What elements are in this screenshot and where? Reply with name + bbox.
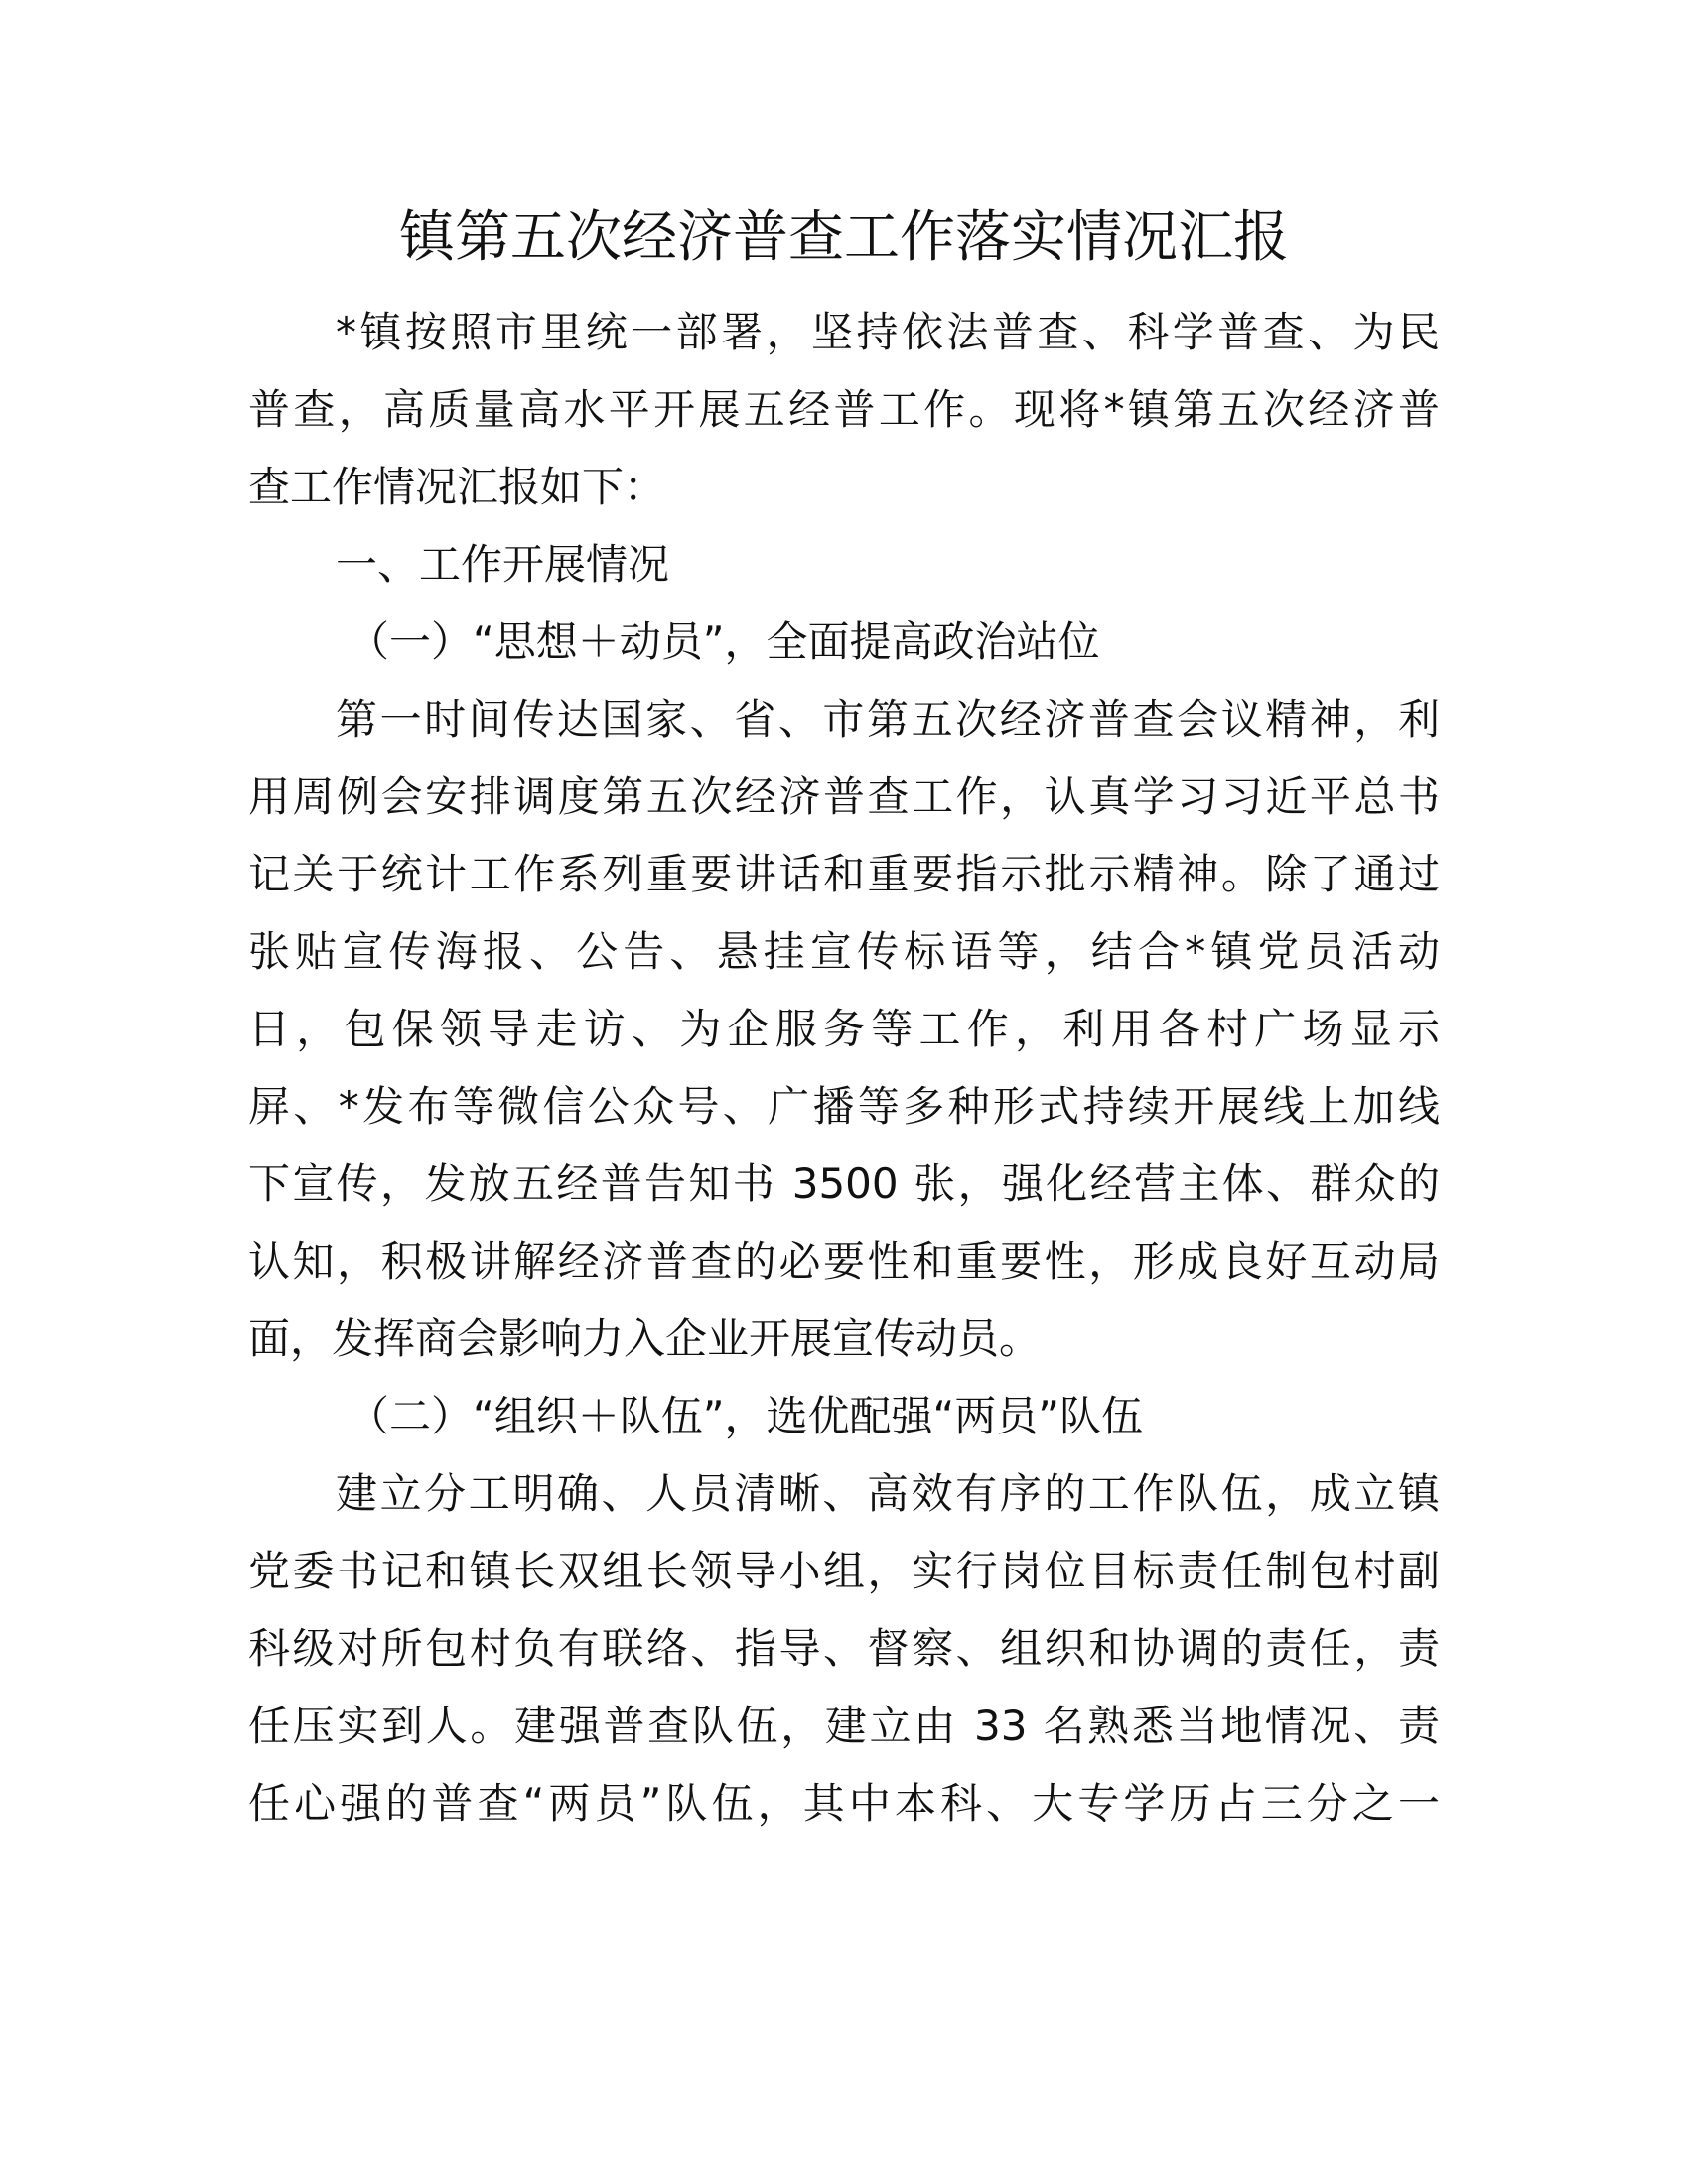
paragraph-line: 党委书记和镇长双组长领导小组，实行岗位目标责任制包村副 [248, 1547, 1440, 1595]
paragraph-line: 任心强的普查“两员”队伍，其中本科、大专学历占三分之一 [248, 1779, 1440, 1828]
document-title: 镇第五次经济普查工作落实情况汇报 [399, 205, 1289, 270]
section-heading: 一、工作开展情况 [336, 540, 670, 589]
paragraph-line: 认知，积极讲解经济普查的必要性和重要性，形成良好互动局 [248, 1237, 1440, 1286]
paragraph-line: 用周例会安排调度第五次经济普查工作，认真学习习近平总书 [248, 772, 1440, 821]
subsection-heading: （一）“思想＋动员”，全面提高政治站位 [348, 617, 1100, 666]
subsection-heading: （二）“组织＋队伍”，选优配强“两员”队伍 [348, 1392, 1144, 1440]
paragraph-line: 普查，高质量高水平开展五经普工作。现将*镇第五次经济普 [248, 385, 1440, 434]
paragraph-line: 记关于统计工作系列重要讲话和重要指示批示精神。除了通过 [248, 850, 1440, 898]
paragraph-line: 科级对所包村负有联络、指导、督察、组织和协调的责任，责 [248, 1624, 1440, 1673]
paragraph-line: 建立分工明确、人员清晰、高效有序的工作队伍，成立镇 [336, 1469, 1440, 1518]
paragraph-line: 张贴宣传海报、公告、悬挂宣传标语等，结合*镇党员活动 [248, 927, 1440, 976]
paragraph-line: 任压实到人。建强普查队伍，建立由 33 名熟悉当地情况、责 [248, 1702, 1440, 1750]
paragraph-line: 屏、*发布等微信公众号、广播等多种形式持续开展线上加线 [248, 1082, 1440, 1131]
paragraph-line: 日，包保领导走访、为企服务等工作，利用各村广场显示 [248, 1005, 1440, 1053]
paragraph-line: 面，发挥商会影响力入企业开展宣传动员。 [248, 1314, 1042, 1363]
paragraph-line: 下宣传，发放五经普告知书 3500 张，强化经营主体、群众的 [248, 1160, 1440, 1208]
paragraph-line: *镇按照市里统一部署，坚持依法普查、科学普查、为民 [336, 308, 1440, 356]
paragraph-line: 第一时间传达国家、省、市第五次经济普查会议精神，利 [336, 695, 1440, 744]
paragraph-line: 查工作情况汇报如下： [248, 463, 666, 511]
